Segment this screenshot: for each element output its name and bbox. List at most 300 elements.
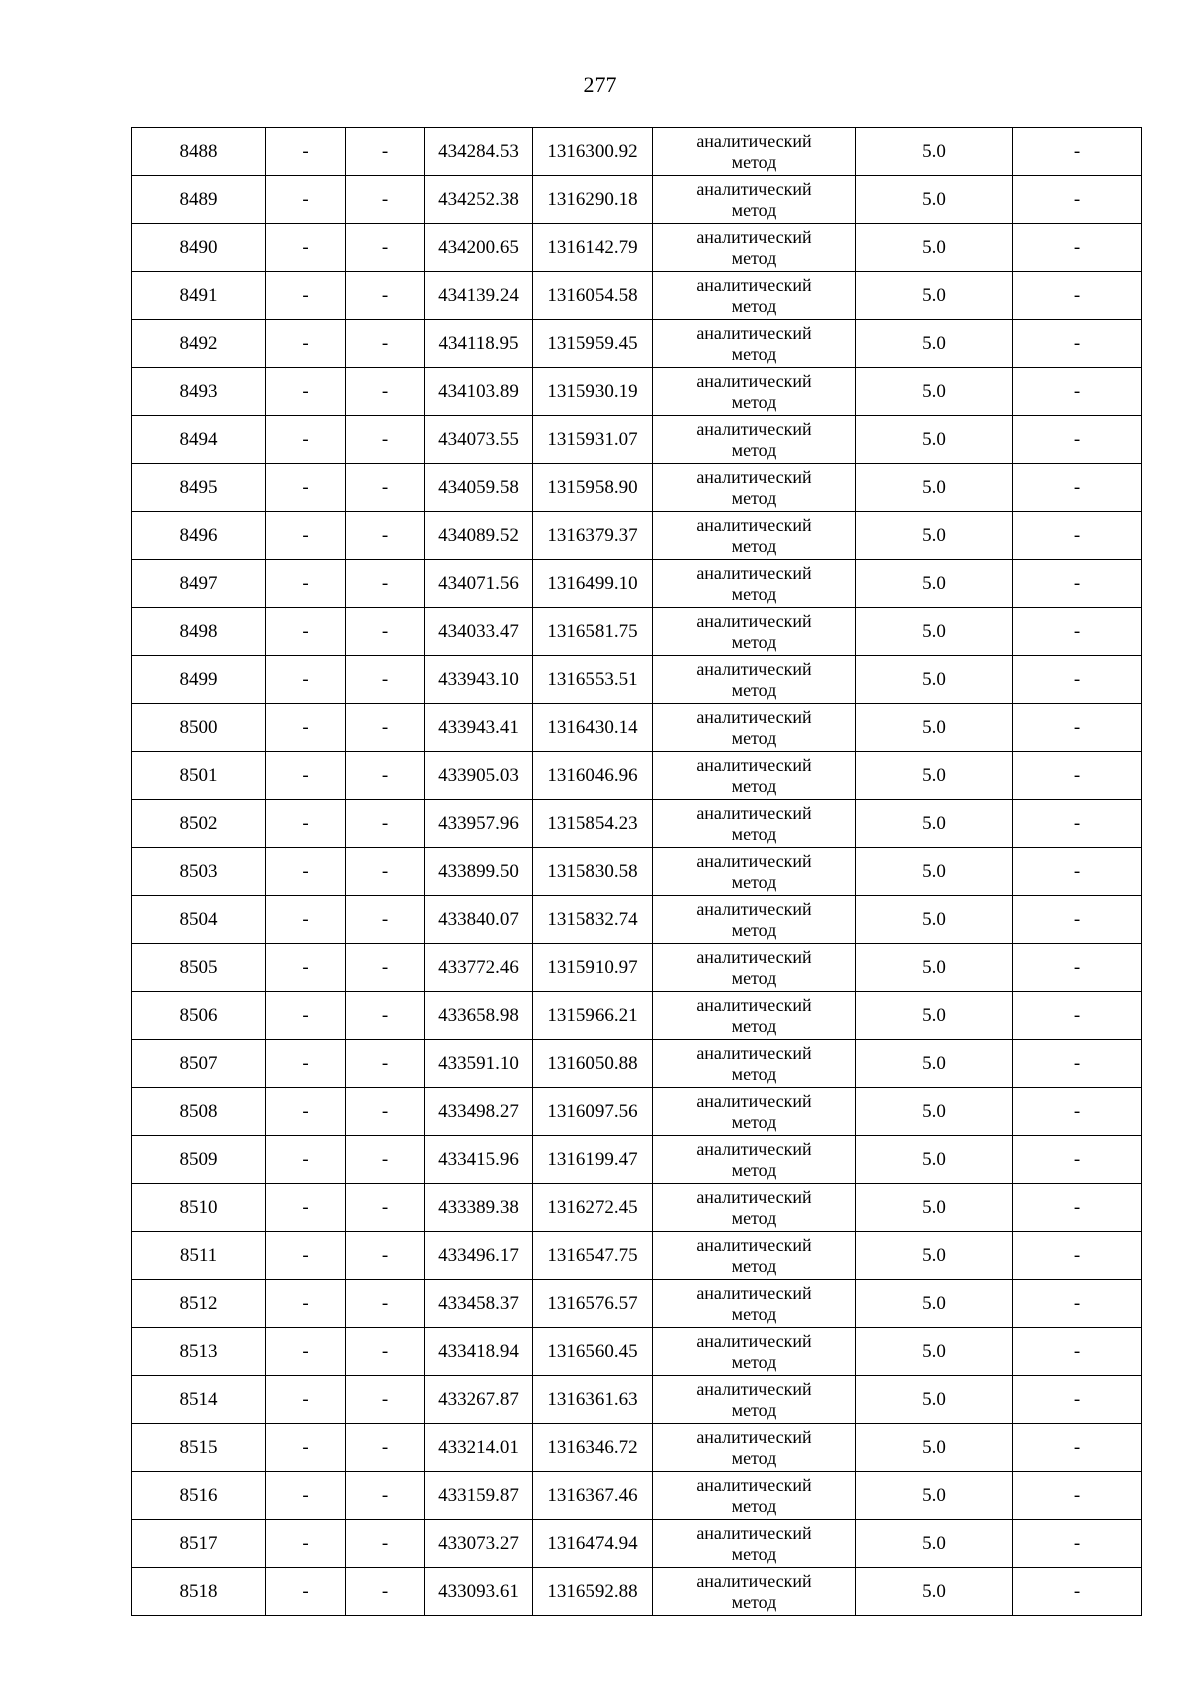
- coordinate-x-cell: 433772.46: [425, 944, 533, 992]
- coordinate-y-cell: 1316553.51: [533, 656, 653, 704]
- table-row: [132, 224, 1142, 272]
- table-row: [132, 1520, 1142, 1568]
- empty-value-cell: -: [1013, 560, 1142, 608]
- table-row: [132, 320, 1142, 368]
- point-number-cell: 8511: [132, 1232, 266, 1280]
- empty-value-cell: -: [266, 704, 346, 752]
- point-number-cell: 8506: [132, 992, 266, 1040]
- method-text: метод: [731, 1351, 777, 1372]
- coordinate-y-cell: 1316050.88: [533, 1040, 653, 1088]
- table-row: [132, 1472, 1142, 1520]
- empty-value-cell: -: [1013, 752, 1142, 800]
- accuracy-cell: 5.0: [856, 1040, 1013, 1088]
- method-text: метод: [731, 1303, 777, 1324]
- empty-value-cell: -: [346, 1424, 425, 1472]
- empty-value-cell: -: [266, 176, 346, 224]
- method-text: метод: [731, 727, 777, 748]
- method-text: аналитический: [696, 466, 812, 487]
- table-row: [132, 1328, 1142, 1376]
- method-text: аналитический: [696, 226, 812, 247]
- point-number-cell: 8513: [132, 1328, 266, 1376]
- method-cell: [653, 992, 856, 1040]
- method-cell: [653, 608, 856, 656]
- coordinate-x-cell: 433496.17: [425, 1232, 533, 1280]
- empty-value-cell: -: [266, 1568, 346, 1616]
- empty-value-cell: -: [266, 512, 346, 560]
- method-cell: [653, 800, 856, 848]
- accuracy-cell: 5.0: [856, 272, 1013, 320]
- method-text: аналитический: [696, 1138, 812, 1159]
- accuracy-cell: 5.0: [856, 992, 1013, 1040]
- coordinate-y-cell: 1316054.58: [533, 272, 653, 320]
- method-text: аналитический: [696, 1282, 812, 1303]
- empty-value-cell: -: [266, 1520, 346, 1568]
- empty-value-cell: -: [266, 224, 346, 272]
- empty-value-cell: -: [1013, 1136, 1142, 1184]
- table-row: [132, 896, 1142, 944]
- method-cell: [653, 224, 856, 272]
- point-number-cell: 8489: [132, 176, 266, 224]
- coordinate-y-cell: 1316499.10: [533, 560, 653, 608]
- coordinate-x-cell: 434252.38: [425, 176, 533, 224]
- table-row: [132, 848, 1142, 896]
- point-number-cell: 8512: [132, 1280, 266, 1328]
- coordinate-x-cell: 433415.96: [425, 1136, 533, 1184]
- coordinate-x-cell: 434073.55: [425, 416, 533, 464]
- point-number-cell: 8491: [132, 272, 266, 320]
- accuracy-cell: 5.0: [856, 1088, 1013, 1136]
- empty-value-cell: -: [1013, 128, 1142, 176]
- method-text: аналитический: [696, 370, 812, 391]
- empty-value-cell: -: [346, 1472, 425, 1520]
- method-text: аналитический: [696, 802, 812, 823]
- empty-value-cell: -: [1013, 1472, 1142, 1520]
- point-number-cell: 8495: [132, 464, 266, 512]
- method-text: метод: [731, 1207, 777, 1228]
- method-cell: [653, 368, 856, 416]
- coordinate-y-cell: 1316046.96: [533, 752, 653, 800]
- table-row: [132, 1136, 1142, 1184]
- point-number-cell: 8488: [132, 128, 266, 176]
- coordinate-y-cell: 1315966.21: [533, 992, 653, 1040]
- empty-value-cell: -: [266, 608, 346, 656]
- empty-value-cell: -: [1013, 176, 1142, 224]
- empty-value-cell: -: [346, 1184, 425, 1232]
- method-text: метод: [731, 1447, 777, 1468]
- method-text: аналитический: [696, 850, 812, 871]
- method-cell: [653, 416, 856, 464]
- point-number-cell: 8494: [132, 416, 266, 464]
- coordinate-y-cell: 1316581.75: [533, 608, 653, 656]
- coordinate-y-cell: 1316474.94: [533, 1520, 653, 1568]
- coordinate-y-cell: 1316142.79: [533, 224, 653, 272]
- coordinate-y-cell: 1315959.45: [533, 320, 653, 368]
- coordinate-y-cell: 1316379.37: [533, 512, 653, 560]
- method-text: аналитический: [696, 514, 812, 535]
- empty-value-cell: -: [266, 1088, 346, 1136]
- accuracy-cell: 5.0: [856, 704, 1013, 752]
- table-row: [132, 1184, 1142, 1232]
- method-text: аналитический: [696, 1042, 812, 1063]
- method-cell: [653, 1520, 856, 1568]
- coordinate-y-cell: 1316097.56: [533, 1088, 653, 1136]
- method-text: аналитический: [696, 994, 812, 1015]
- coordinate-x-cell: 434118.95: [425, 320, 533, 368]
- table-row: [132, 704, 1142, 752]
- empty-value-cell: -: [346, 464, 425, 512]
- table-row: [132, 128, 1142, 176]
- method-text: аналитический: [696, 898, 812, 919]
- empty-value-cell: -: [266, 848, 346, 896]
- method-text: аналитический: [696, 1378, 812, 1399]
- accuracy-cell: 5.0: [856, 1568, 1013, 1616]
- empty-value-cell: -: [346, 176, 425, 224]
- point-number-cell: 8500: [132, 704, 266, 752]
- accuracy-cell: 5.0: [856, 800, 1013, 848]
- empty-value-cell: -: [346, 1520, 425, 1568]
- point-number-cell: 8498: [132, 608, 266, 656]
- method-cell: [653, 512, 856, 560]
- empty-value-cell: -: [266, 128, 346, 176]
- method-text: метод: [731, 679, 777, 700]
- method-text: метод: [731, 1591, 777, 1612]
- empty-value-cell: -: [266, 1136, 346, 1184]
- empty-value-cell: -: [1013, 1232, 1142, 1280]
- method-text: аналитический: [696, 610, 812, 631]
- empty-value-cell: -: [1013, 416, 1142, 464]
- empty-value-cell: -: [346, 224, 425, 272]
- empty-value-cell: -: [1013, 1376, 1142, 1424]
- coordinate-x-cell: 433073.27: [425, 1520, 533, 1568]
- method-text: аналитический: [696, 1522, 812, 1543]
- coordinate-x-cell: 433498.27: [425, 1088, 533, 1136]
- accuracy-cell: 5.0: [856, 1328, 1013, 1376]
- method-text: аналитический: [696, 658, 812, 679]
- empty-value-cell: -: [266, 752, 346, 800]
- method-text: аналитический: [696, 1186, 812, 1207]
- empty-value-cell: -: [346, 1376, 425, 1424]
- method-cell: [653, 944, 856, 992]
- method-text: метод: [731, 1399, 777, 1420]
- table-row: [132, 1376, 1142, 1424]
- method-text: аналитический: [696, 1234, 812, 1255]
- empty-value-cell: -: [266, 320, 346, 368]
- accuracy-cell: 5.0: [856, 560, 1013, 608]
- empty-value-cell: -: [1013, 848, 1142, 896]
- method-text: метод: [731, 1495, 777, 1516]
- coordinate-y-cell: 1316272.45: [533, 1184, 653, 1232]
- accuracy-cell: 5.0: [856, 464, 1013, 512]
- method-text: аналитический: [696, 1474, 812, 1495]
- table-row: [132, 272, 1142, 320]
- coordinate-y-cell: 1316367.46: [533, 1472, 653, 1520]
- coordinate-x-cell: 433093.61: [425, 1568, 533, 1616]
- accuracy-cell: 5.0: [856, 1520, 1013, 1568]
- method-text: метод: [731, 1063, 777, 1084]
- accuracy-cell: 5.0: [856, 128, 1013, 176]
- empty-value-cell: -: [266, 416, 346, 464]
- empty-value-cell: -: [266, 1232, 346, 1280]
- accuracy-cell: 5.0: [856, 1232, 1013, 1280]
- coordinate-x-cell: 433905.03: [425, 752, 533, 800]
- empty-value-cell: -: [346, 704, 425, 752]
- accuracy-cell: 5.0: [856, 608, 1013, 656]
- method-cell: [653, 1568, 856, 1616]
- coordinate-x-cell: 434103.89: [425, 368, 533, 416]
- table-row: [132, 416, 1142, 464]
- empty-value-cell: -: [346, 848, 425, 896]
- method-text: аналитический: [696, 178, 812, 199]
- accuracy-cell: 5.0: [856, 656, 1013, 704]
- point-number-cell: 8502: [132, 800, 266, 848]
- accuracy-cell: 5.0: [856, 1280, 1013, 1328]
- coordinate-y-cell: 1315830.58: [533, 848, 653, 896]
- method-cell: [653, 1184, 856, 1232]
- method-text: аналитический: [696, 946, 812, 967]
- point-number-cell: 8509: [132, 1136, 266, 1184]
- coordinate-x-cell: 433267.87: [425, 1376, 533, 1424]
- method-text: метод: [731, 1111, 777, 1132]
- empty-value-cell: -: [346, 1280, 425, 1328]
- coordinates-table: [131, 127, 1142, 1616]
- coordinate-x-cell: 433418.94: [425, 1328, 533, 1376]
- empty-value-cell: -: [346, 368, 425, 416]
- empty-value-cell: -: [1013, 896, 1142, 944]
- empty-value-cell: -: [266, 1472, 346, 1520]
- accuracy-cell: 5.0: [856, 896, 1013, 944]
- method-text: метод: [731, 151, 777, 172]
- accuracy-cell: 5.0: [856, 1424, 1013, 1472]
- table-row: [132, 1232, 1142, 1280]
- point-number-cell: 8492: [132, 320, 266, 368]
- coordinate-x-cell: 433389.38: [425, 1184, 533, 1232]
- empty-value-cell: -: [1013, 704, 1142, 752]
- empty-value-cell: -: [1013, 1280, 1142, 1328]
- coordinate-x-cell: 433458.37: [425, 1280, 533, 1328]
- point-number-cell: 8514: [132, 1376, 266, 1424]
- method-text: метод: [731, 775, 777, 796]
- coordinate-y-cell: 1316300.92: [533, 128, 653, 176]
- method-text: метод: [731, 967, 777, 988]
- method-text: метод: [731, 199, 777, 220]
- coordinate-x-cell: 434089.52: [425, 512, 533, 560]
- accuracy-cell: 5.0: [856, 848, 1013, 896]
- empty-value-cell: -: [266, 560, 346, 608]
- point-number-cell: 8499: [132, 656, 266, 704]
- method-cell: [653, 464, 856, 512]
- table-row: [132, 464, 1142, 512]
- coordinate-x-cell: 433957.96: [425, 800, 533, 848]
- method-text: аналитический: [696, 322, 812, 343]
- method-text: метод: [731, 1159, 777, 1180]
- point-number-cell: 8518: [132, 1568, 266, 1616]
- method-text: метод: [731, 391, 777, 412]
- coordinate-x-cell: 433899.50: [425, 848, 533, 896]
- method-cell: [653, 1040, 856, 1088]
- coordinate-y-cell: 1316290.18: [533, 176, 653, 224]
- empty-value-cell: -: [346, 752, 425, 800]
- empty-value-cell: -: [346, 1328, 425, 1376]
- accuracy-cell: 5.0: [856, 1376, 1013, 1424]
- method-text: аналитический: [696, 1570, 812, 1591]
- method-cell: [653, 848, 856, 896]
- coordinate-y-cell: 1315958.90: [533, 464, 653, 512]
- empty-value-cell: -: [346, 1568, 425, 1616]
- empty-value-cell: -: [266, 1040, 346, 1088]
- method-cell: [653, 1136, 856, 1184]
- empty-value-cell: -: [346, 512, 425, 560]
- empty-value-cell: -: [346, 128, 425, 176]
- table-row: [132, 368, 1142, 416]
- method-text: метод: [731, 823, 777, 844]
- empty-value-cell: -: [266, 1280, 346, 1328]
- method-text: аналитический: [696, 274, 812, 295]
- table-row: [132, 1040, 1142, 1088]
- point-number-cell: 8496: [132, 512, 266, 560]
- empty-value-cell: -: [266, 1424, 346, 1472]
- coordinate-y-cell: 1315931.07: [533, 416, 653, 464]
- coordinate-y-cell: 1315930.19: [533, 368, 653, 416]
- empty-value-cell: -: [346, 272, 425, 320]
- empty-value-cell: -: [266, 272, 346, 320]
- coordinate-y-cell: 1316592.88: [533, 1568, 653, 1616]
- empty-value-cell: -: [346, 800, 425, 848]
- method-text: аналитический: [696, 1090, 812, 1111]
- empty-value-cell: -: [1013, 1184, 1142, 1232]
- table-row: [132, 1424, 1142, 1472]
- point-number-cell: 8507: [132, 1040, 266, 1088]
- empty-value-cell: -: [346, 1232, 425, 1280]
- method-text: аналитический: [696, 1330, 812, 1351]
- method-cell: [653, 656, 856, 704]
- coordinate-y-cell: 1315832.74: [533, 896, 653, 944]
- coordinate-y-cell: 1316560.45: [533, 1328, 653, 1376]
- table-row: [132, 1088, 1142, 1136]
- empty-value-cell: -: [346, 656, 425, 704]
- accuracy-cell: 5.0: [856, 1184, 1013, 1232]
- coordinate-x-cell: 433214.01: [425, 1424, 533, 1472]
- method-cell: [653, 1424, 856, 1472]
- method-text: метод: [731, 439, 777, 460]
- empty-value-cell: -: [266, 992, 346, 1040]
- coordinate-x-cell: 433943.10: [425, 656, 533, 704]
- method-text: метод: [731, 343, 777, 364]
- empty-value-cell: -: [346, 1088, 425, 1136]
- method-cell: [653, 1328, 856, 1376]
- empty-value-cell: -: [1013, 1328, 1142, 1376]
- table-row: [132, 752, 1142, 800]
- table-row: [132, 608, 1142, 656]
- method-text: метод: [731, 487, 777, 508]
- point-number-cell: 8515: [132, 1424, 266, 1472]
- empty-value-cell: -: [1013, 608, 1142, 656]
- empty-value-cell: -: [346, 320, 425, 368]
- coordinate-x-cell: 433840.07: [425, 896, 533, 944]
- empty-value-cell: -: [1013, 944, 1142, 992]
- method-cell: [653, 704, 856, 752]
- table-row: [132, 944, 1142, 992]
- point-number-cell: 8493: [132, 368, 266, 416]
- method-cell: [653, 320, 856, 368]
- empty-value-cell: -: [266, 464, 346, 512]
- empty-value-cell: -: [1013, 512, 1142, 560]
- point-number-cell: 8510: [132, 1184, 266, 1232]
- method-text: метод: [731, 631, 777, 652]
- method-text: метод: [731, 583, 777, 604]
- method-text: аналитический: [696, 418, 812, 439]
- method-cell: [653, 1088, 856, 1136]
- point-number-cell: 8490: [132, 224, 266, 272]
- method-cell: [653, 176, 856, 224]
- point-number-cell: 8508: [132, 1088, 266, 1136]
- empty-value-cell: -: [1013, 656, 1142, 704]
- point-number-cell: 8501: [132, 752, 266, 800]
- method-text: метод: [731, 247, 777, 268]
- empty-value-cell: -: [1013, 800, 1142, 848]
- empty-value-cell: -: [346, 944, 425, 992]
- coordinate-y-cell: 1316576.57: [533, 1280, 653, 1328]
- table-row: [132, 656, 1142, 704]
- empty-value-cell: -: [346, 416, 425, 464]
- table-row: [132, 992, 1142, 1040]
- coordinate-y-cell: 1316199.47: [533, 1136, 653, 1184]
- point-number-cell: 8504: [132, 896, 266, 944]
- method-cell: [653, 1472, 856, 1520]
- empty-value-cell: -: [266, 656, 346, 704]
- accuracy-cell: 5.0: [856, 176, 1013, 224]
- coordinate-y-cell: 1316361.63: [533, 1376, 653, 1424]
- accuracy-cell: 5.0: [856, 752, 1013, 800]
- coordinate-x-cell: 433159.87: [425, 1472, 533, 1520]
- empty-value-cell: -: [346, 1040, 425, 1088]
- method-text: аналитический: [696, 130, 812, 151]
- empty-value-cell: -: [266, 1328, 346, 1376]
- method-text: метод: [731, 295, 777, 316]
- method-text: метод: [731, 1015, 777, 1036]
- empty-value-cell: -: [1013, 368, 1142, 416]
- accuracy-cell: 5.0: [856, 944, 1013, 992]
- accuracy-cell: 5.0: [856, 368, 1013, 416]
- accuracy-cell: 5.0: [856, 320, 1013, 368]
- point-number-cell: 8505: [132, 944, 266, 992]
- point-number-cell: 8517: [132, 1520, 266, 1568]
- empty-value-cell: -: [266, 1184, 346, 1232]
- empty-value-cell: -: [266, 944, 346, 992]
- method-text: аналитический: [696, 754, 812, 775]
- empty-value-cell: -: [1013, 464, 1142, 512]
- empty-value-cell: -: [346, 608, 425, 656]
- empty-value-cell: -: [346, 992, 425, 1040]
- coordinate-x-cell: 434033.47: [425, 608, 533, 656]
- coordinate-x-cell: 434200.65: [425, 224, 533, 272]
- table-row: [132, 176, 1142, 224]
- method-text: аналитический: [696, 1426, 812, 1447]
- accuracy-cell: 5.0: [856, 512, 1013, 560]
- table-row: [132, 560, 1142, 608]
- empty-value-cell: -: [1013, 1424, 1142, 1472]
- method-text: метод: [731, 919, 777, 940]
- empty-value-cell: -: [1013, 224, 1142, 272]
- coordinate-y-cell: 1316430.14: [533, 704, 653, 752]
- table-row: [132, 800, 1142, 848]
- table-row: [132, 1280, 1142, 1328]
- empty-value-cell: -: [346, 896, 425, 944]
- method-cell: [653, 560, 856, 608]
- accuracy-cell: 5.0: [856, 416, 1013, 464]
- point-number-cell: 8497: [132, 560, 266, 608]
- coordinate-x-cell: 434059.58: [425, 464, 533, 512]
- coordinate-x-cell: 433591.10: [425, 1040, 533, 1088]
